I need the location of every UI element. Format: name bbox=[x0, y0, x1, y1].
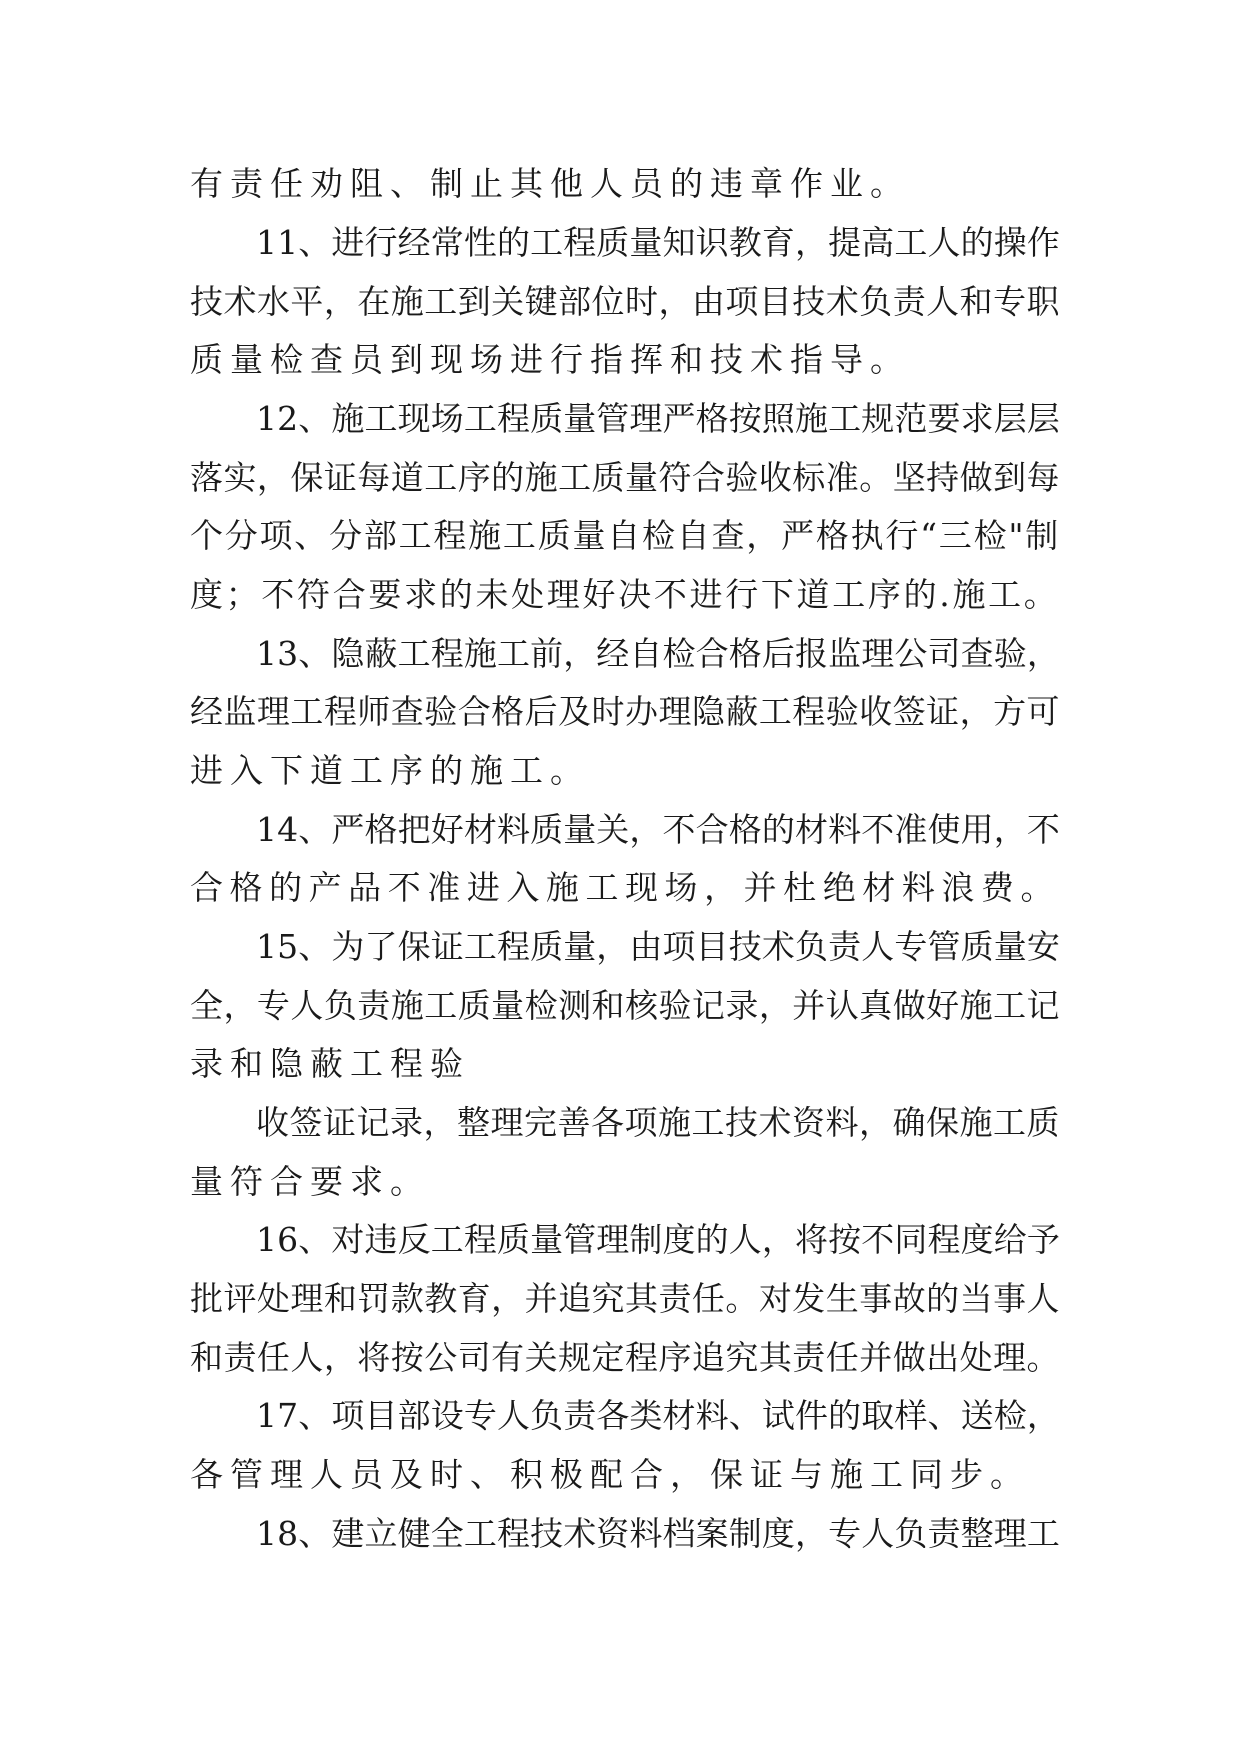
text-line: 质量检查员到现场进行指挥和技术指导。 bbox=[190, 340, 910, 379]
text-line: 和责任人，将按公司有关规定程序追究其责任并做出处理。 bbox=[190, 1338, 1060, 1377]
text-line: 各管理人员及时、积极配合，保证与施工同步。 bbox=[190, 1455, 1030, 1494]
text-line: 录和隐蔽工程验 bbox=[190, 1044, 470, 1083]
text-line: 量符合要求。 bbox=[190, 1162, 430, 1201]
text-line: 技术水平，在施工到关键部位时，由项目技术负责人和专职 bbox=[190, 282, 1060, 321]
paragraph-15-line: 15、为了保证工程质量，由项目技术负责人专管质量安 bbox=[256, 927, 1060, 966]
paragraph-17-line: 17、项目部设专人负责各类材料、试件的取样、送检， bbox=[256, 1396, 1060, 1435]
paragraph-16-line: 16、对违反工程质量管理制度的人，将按不同程度给予 bbox=[256, 1220, 1060, 1259]
text-line: 进入下道工序的施工。 bbox=[190, 751, 590, 790]
paragraph-14-line: 14、严格把好材料质量关，不合格的材料不准使用，不 bbox=[256, 810, 1060, 849]
text-line: 合格的产品不准进入施工现场，并杜绝材料浪费。 bbox=[190, 868, 1060, 907]
text-line: 度；不符合要求的未处理好决不进行下道工序的.施工。 bbox=[190, 575, 1060, 614]
paragraph-13-line: 13、隐蔽工程施工前，经自检合格后报监理公司查验， bbox=[256, 634, 1060, 673]
text-line: 收签证记录，整理完善各项施工技术资料，确保施工质 bbox=[256, 1103, 1060, 1142]
paragraph-12-line: 12、施工现场工程质量管理严格按照施工规范要求层层 bbox=[256, 399, 1060, 438]
text-line: 个分项、分部工程施工质量自检自查，严格执行“三检"制 bbox=[190, 516, 1061, 555]
text-line: 经监理工程师查验合格后及时办理隐蔽工程验收签证，方可 bbox=[190, 692, 1060, 731]
text-line: 落实，保证每道工序的施工质量符合验收标准。坚持做到每 bbox=[190, 458, 1060, 497]
text-line: 批评处理和罚款教育，并追究其责任。对发生事故的当事人 bbox=[190, 1279, 1060, 1318]
text-line: 有责任劝阻、制止其他人员的违章作业。 bbox=[190, 164, 910, 203]
paragraph-11-line: 11、进行经常性的工程质量知识教育，提高工人的操作 bbox=[256, 223, 1060, 262]
paragraph-18-line: 18、建立健全工程技术资料档案制度，专人负责整理工 bbox=[256, 1514, 1060, 1553]
text-line: 全，专人负责施工质量检测和核验记录，并认真做好施工记 bbox=[190, 986, 1060, 1025]
